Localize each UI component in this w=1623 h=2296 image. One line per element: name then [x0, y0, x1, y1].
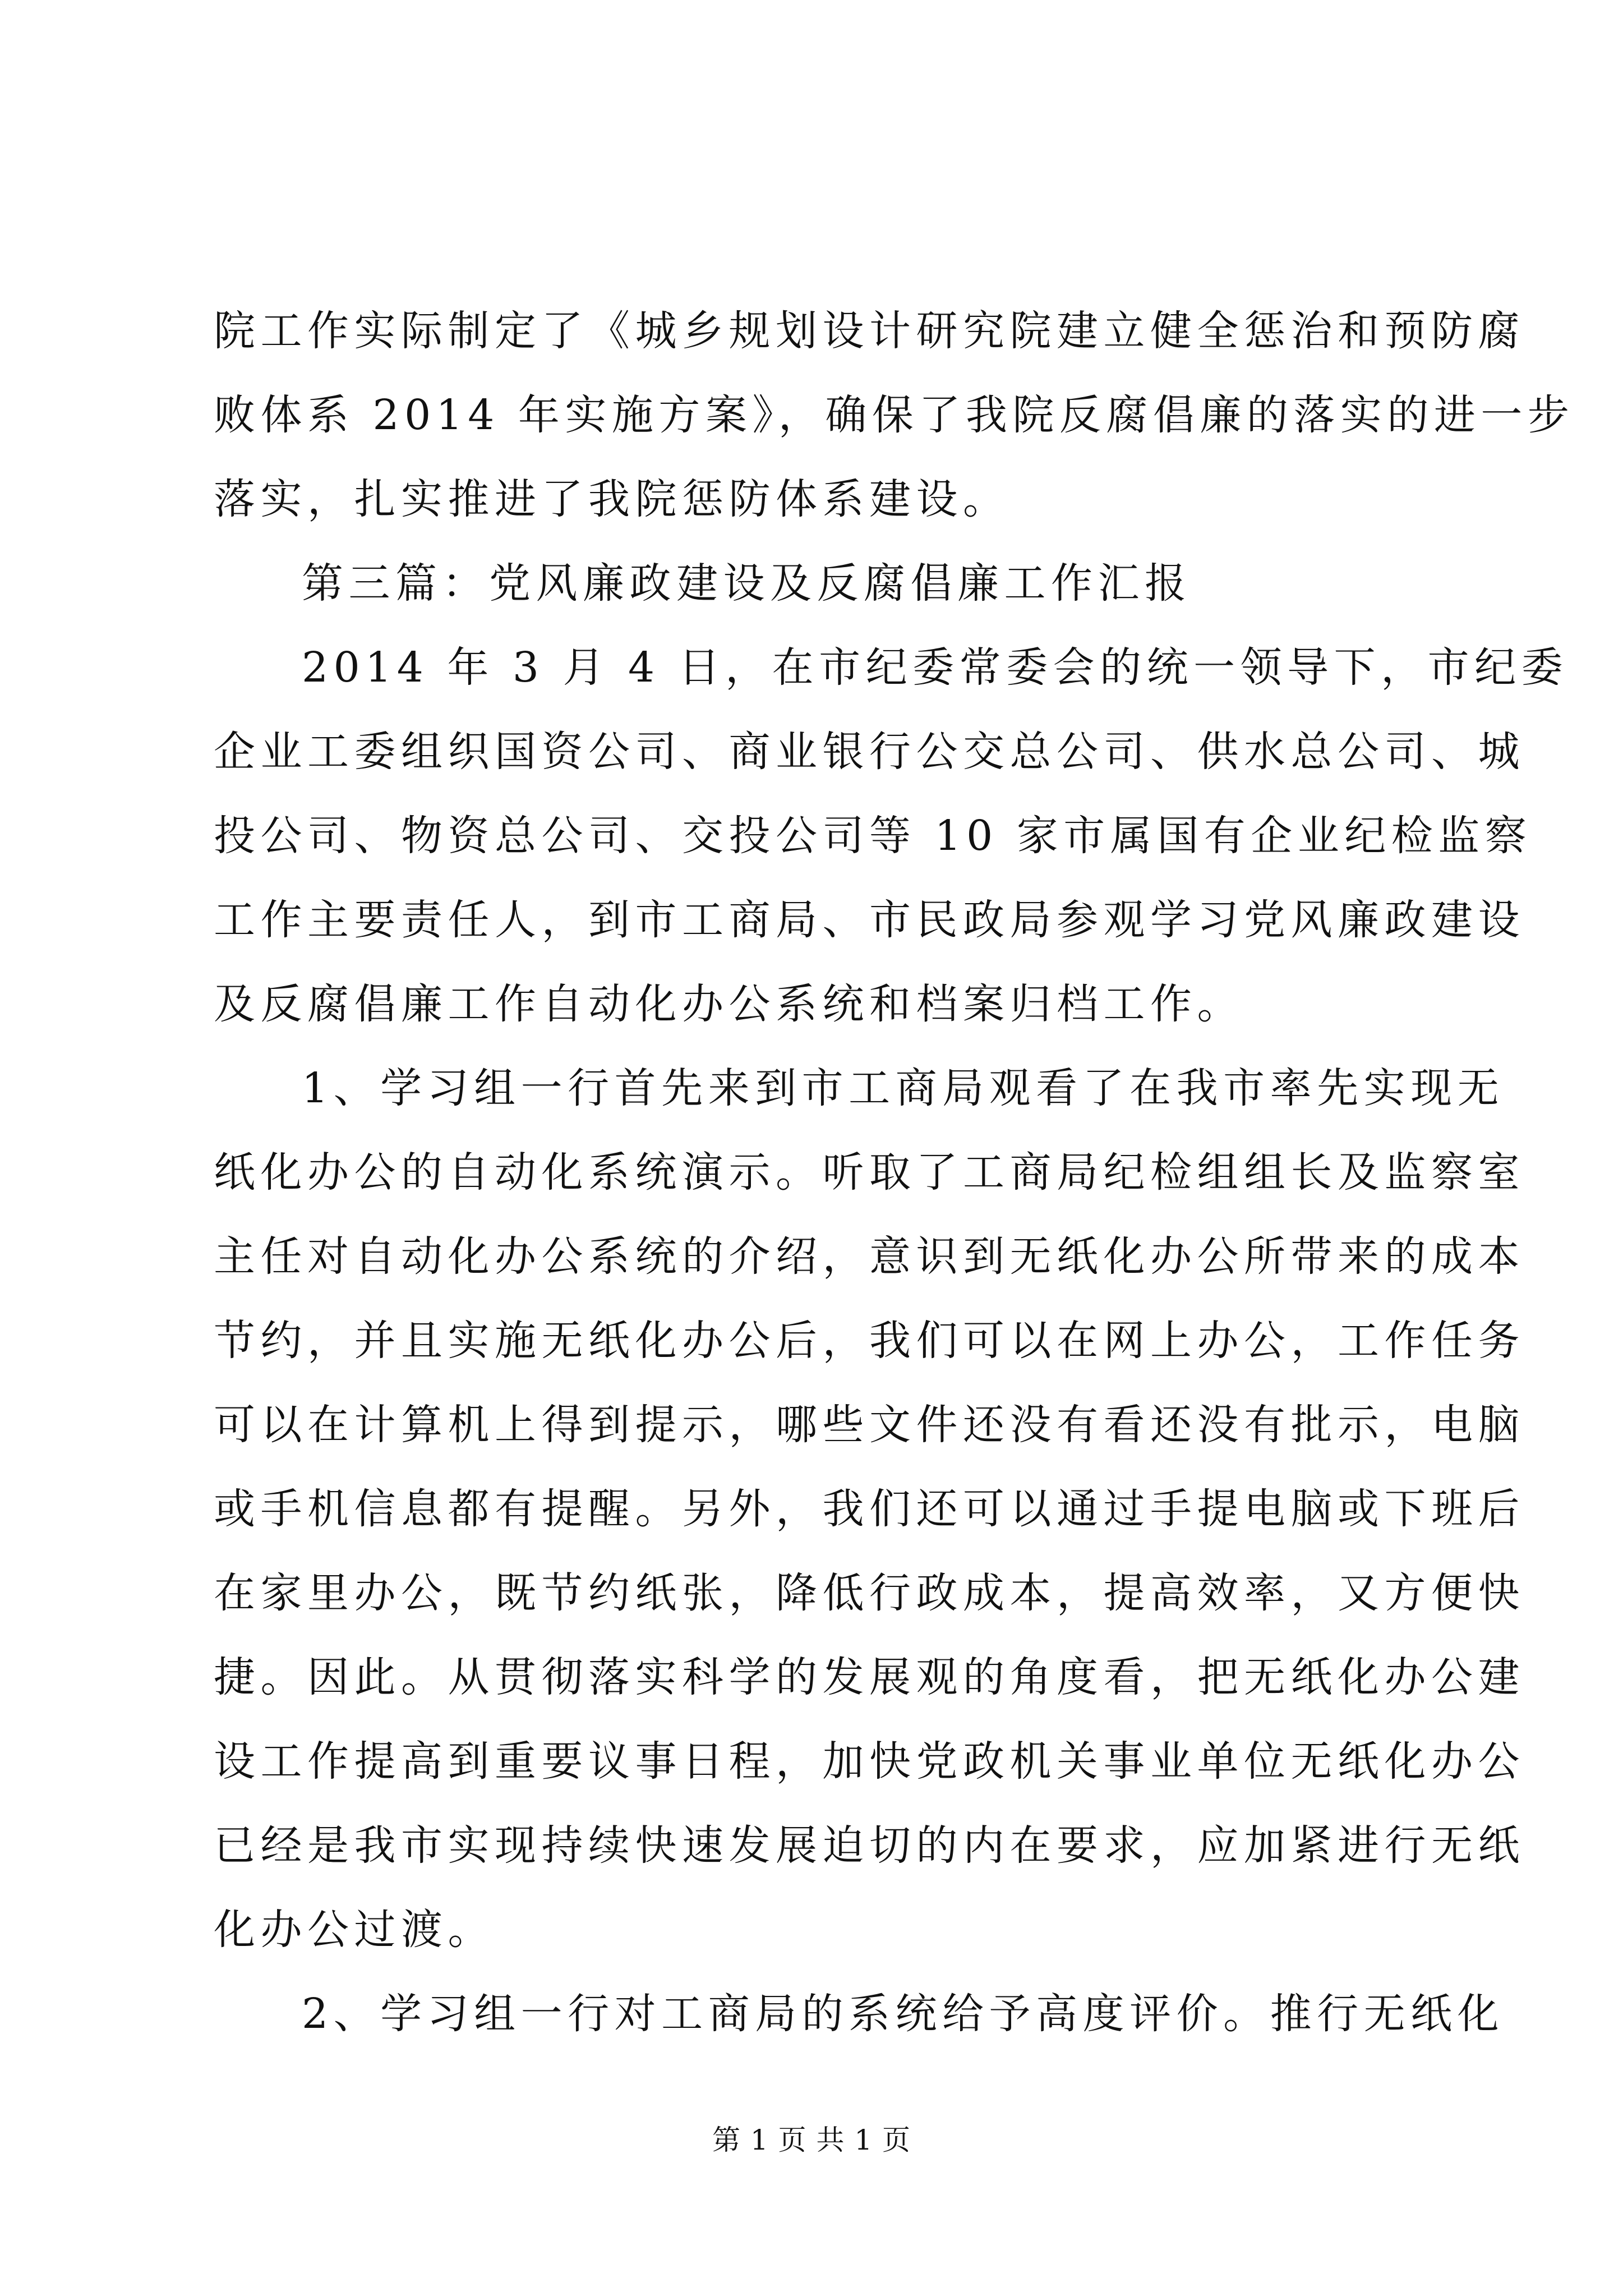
body-text-line: 1、学习组一行首先来到市工商局观看了在我市率先实现无 [302, 1064, 1505, 1112]
body-text-line: 落实，扎实推进了我院惩防体系建设。 [214, 475, 1010, 523]
body-text-line: 院工作实际制定了《城乡规划设计研究院建立健全惩治和预防腐 [214, 307, 1525, 355]
body-text-line: 已经是我市实现持续快速发展迫切的内在要求，应加紧进行无纸 [214, 1821, 1525, 1870]
body-text-line: 可以在计算机上得到提示，哪些文件还没有看还没有批示，电脑 [214, 1401, 1525, 1449]
section-heading: 第三篇：党风廉政建设及反腐倡廉工作汇报 [302, 559, 1192, 608]
body-text-line: 投公司、物资总公司、交投公司等 10 家市属国有企业纪检监察 [214, 812, 1532, 860]
body-text-line: 化办公过渡。 [214, 1906, 495, 1954]
body-text-line: 在家里办公，既节约纸张，降低行政成本，提高效率，又方便快 [214, 1569, 1525, 1617]
page-number-footer: 第 1 页 共 1 页 [712, 2124, 911, 2156]
body-text-line: 2、学习组一行对工商局的系统给予高度评价。推行无纸化 [302, 1990, 1505, 2038]
body-text-line: 工作主要责任人，到市工商局、市民政局参观学习党风廉政建设 [214, 896, 1525, 944]
body-text-line: 及反腐倡廉工作自动化办公系统和档案归档工作。 [214, 980, 1244, 1028]
body-text-line: 纸化办公的自动化系统演示。听取了工商局纪检组组长及监察室 [214, 1148, 1525, 1197]
body-text-line: 捷。因此。从贯彻落实科学的发展观的角度看，把无纸化办公建 [214, 1653, 1525, 1701]
body-text-line: 企业工委组织国资公司、商业银行公交总公司、供水总公司、城 [214, 728, 1525, 776]
body-text-line: 败体系 2014 年实施方案》，确保了我院反腐倡廉的落实的进一步 [214, 391, 1575, 439]
body-text-line: 节约，并且实施无纸化办公后，我们可以在网上办公，工作任务 [214, 1317, 1525, 1365]
body-text-line: 2014 年 3 月 4 日，在市纪委常委会的统一领导下，市纪委 [302, 643, 1569, 692]
body-text-line: 设工作提高到重要议事日程，加快党政机关事业单位无纸化办公 [214, 1737, 1525, 1786]
body-text-line: 主任对自动化办公系统的介绍，意识到无纸化办公所带来的成本 [214, 1232, 1525, 1281]
body-text-line: 或手机信息都有提醒。另外，我们还可以通过手提电脑或下班后 [214, 1485, 1525, 1533]
